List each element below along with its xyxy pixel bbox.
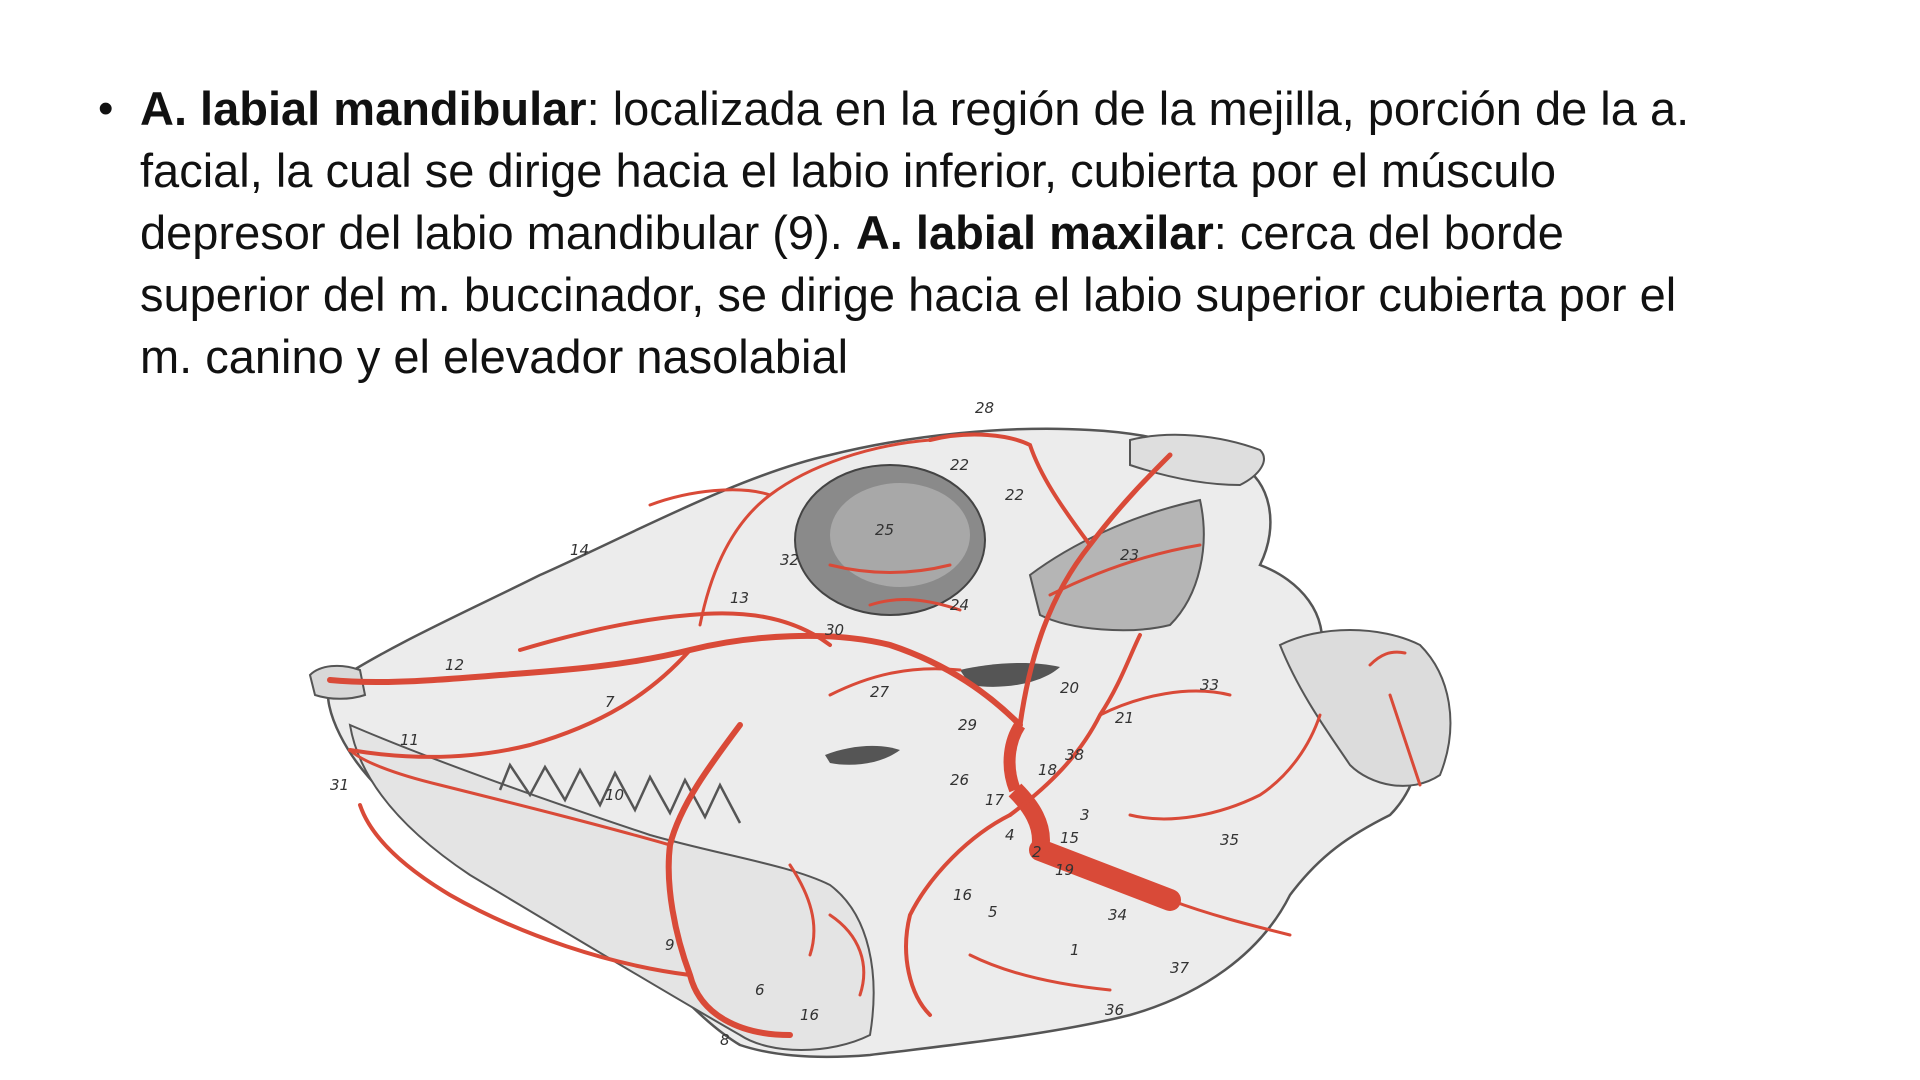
figure-label: 1 <box>1070 941 1080 959</box>
figure-label: 34 <box>1108 906 1128 924</box>
figure-label: 27 <box>870 683 890 701</box>
figure-label: 21 <box>1115 709 1135 727</box>
bullet-marker: • <box>98 84 114 133</box>
description-labial-mandibular: : localizada en la región de la mejilla, porción de la a. facial, la cual se dirige hacia el labio inferior, cubierta por el músculo depresor del labio mandibular (9). <box>140 82 1690 259</box>
figure-label: 17 <box>985 791 1005 809</box>
figure-label: 16 <box>953 886 973 904</box>
figure-label: 8 <box>720 1031 730 1049</box>
figure-label: 22 <box>950 456 970 474</box>
figure-label: 9 <box>665 936 675 954</box>
figure-label: 11 <box>400 731 420 749</box>
figure-label: 22 <box>1005 486 1025 504</box>
figure-label: 32 <box>780 551 800 569</box>
figure-label: 35 <box>1220 831 1240 849</box>
figure-label: 30 <box>825 621 845 639</box>
skull-diagram <box>270 395 1600 1080</box>
figure-label: 31 <box>330 776 350 794</box>
figure-label: 19 <box>1055 861 1075 879</box>
figure-label: 4 <box>1005 826 1015 844</box>
figure-label: 29 <box>958 716 978 734</box>
figure-label: 20 <box>1060 679 1080 697</box>
figure-label: 5 <box>988 903 998 921</box>
figure-label: 15 <box>1060 829 1080 847</box>
figure-label: 12 <box>445 656 465 674</box>
figure-label: 13 <box>730 589 750 607</box>
figure-label: 26 <box>950 771 970 789</box>
term-labial-mandibular: A. labial mandibular <box>140 82 587 135</box>
figure-label: 2 <box>1032 843 1042 861</box>
figure-label: 18 <box>1038 761 1058 779</box>
figure-label: 25 <box>875 521 895 539</box>
figure-label: 37 <box>1170 959 1190 977</box>
bullet-text <box>140 78 1738 388</box>
figure-label: 28 <box>975 399 995 417</box>
figure-label: 7 <box>605 693 615 711</box>
figure-label: 36 <box>1105 1001 1125 1019</box>
figure-label: 16 <box>800 1006 820 1024</box>
figure-label: 6 <box>755 981 765 999</box>
term-labial-maxilar: A. labial maxilar <box>855 206 1214 259</box>
description-labial-maxilar: : cerca del borde superior del m. buccinador, se dirige hacia el labio superior cubierta por el m. canino y el elevador nasolabial <box>140 206 1677 383</box>
figure-label: 38 <box>1065 746 1085 764</box>
skull-artery-illustration <box>270 395 1600 1080</box>
figure-label: 33 <box>1200 676 1220 694</box>
figure-label: 23 <box>1120 546 1140 564</box>
figure-label: 24 <box>950 596 970 614</box>
figure-label: 14 <box>570 541 590 559</box>
figure-label: 3 <box>1080 806 1090 824</box>
bullet-item <box>98 78 1738 388</box>
figure-label: 10 <box>605 786 625 804</box>
